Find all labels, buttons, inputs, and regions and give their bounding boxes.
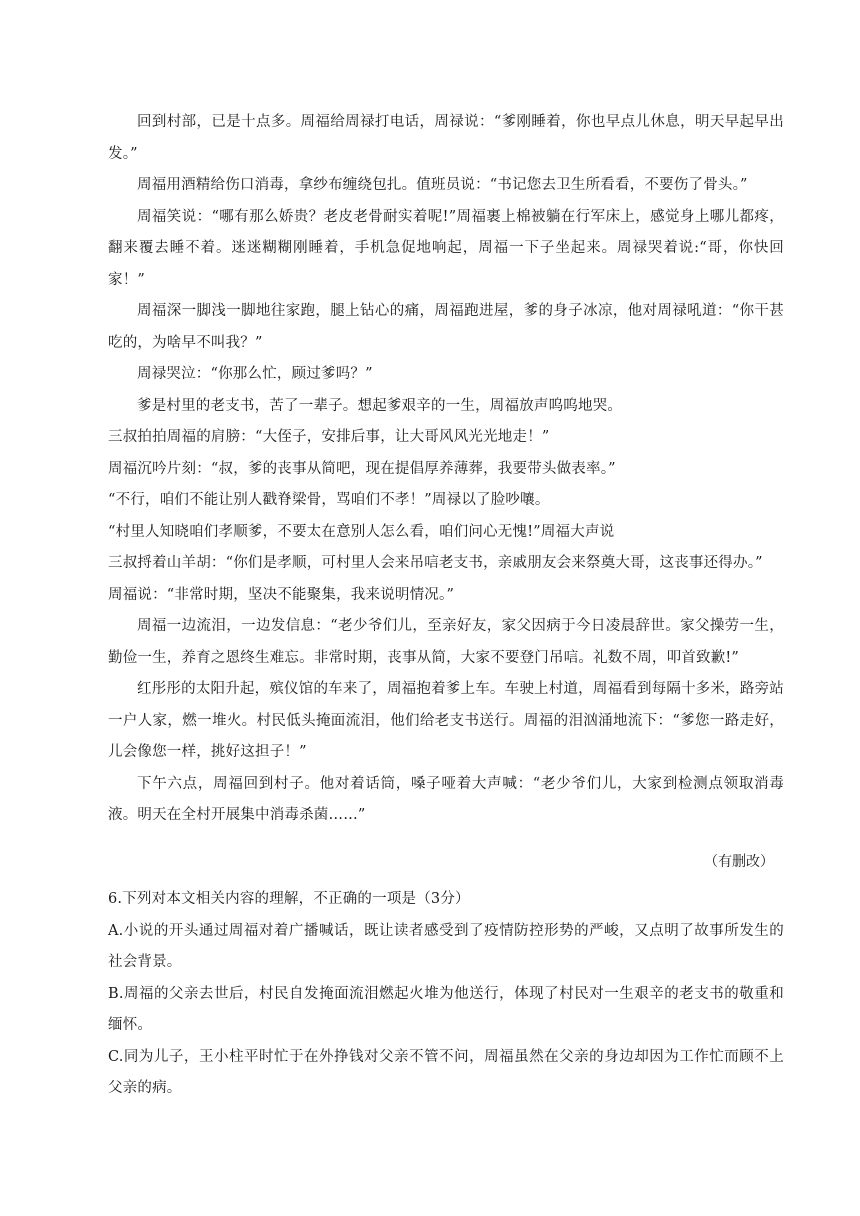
story-paragraph: 周禄哭泣：“你那么忙，顾过爹吗？” — [137, 366, 373, 382]
story-paragraph: 回到村部，已是十点多。周福给周禄打电话，周禄说：“爹刚睡着，你也早点儿休息，明天早起早出发。” — [108, 114, 784, 162]
story-paragraph: “不行，咱们不能让别人戳脊梁骨，骂咱们不孝！”周禄以了脸吵嚷。 — [108, 492, 550, 508]
source-note: （有删改） — [704, 854, 774, 870]
story-paragraph: 周福说：“非常时期，坚决不能聚集，我来说明情况。” — [108, 586, 455, 603]
story-text — [108, 107, 784, 832]
story-paragraph: 周福深一脚浅一脚地往家跑，腿上钻心的痛，周福跑进屋，爹的身子冰凉，他对周禄吼道：“你干甚吃的，为啥早不叫我？” — [108, 303, 784, 351]
story-paragraph: 爹是村里的老支书，苦了一辈子。想起爹艰辛的一生，周福放声呜呜地哭。 — [137, 397, 623, 414]
question-block — [108, 884, 784, 1105]
story-paragraph: 红彤彤的太阳升起，殡仪馆的车来了，周福抱着爹上车。车驶上村道，周福看到每隔十多米，路旁站一户人家，燃一堆火。村民低头掩面流泪，他们给老支书送行。周福的泪汹涌地流下：“爹您一路走好，儿会像您一样，挑好这担子！” — [108, 681, 784, 760]
answer-option-a: A.小说的开头通过周福对着广播喊话，既让读者感受到了疫情防控形势的严峻，又点明了故事所发生的社会背景。 — [108, 922, 784, 970]
story-paragraph: 三叔捋着山羊胡：“你们是孝顺，可村里人会来吊唁老支书，亲戚朋友会来祭奠大哥，这丧事还得办。” — [108, 555, 763, 571]
story-paragraph: 周福用酒精给伤口消毒，拿纱布缠绕包扎。值班员说：“书记您去卫生所看看，不要伤了骨头。” — [137, 177, 748, 193]
story-paragraph: 周福一边流泪，一边发信息：“老少爷们儿，至亲好友，家父因病于今日凌晨辞世。家父操劳一生，勤俭一生，养育之恩终生难忘。非常时期，丧事从简，大家不要登门吊唁。礼数不周，叩首致歉!” — [108, 618, 784, 666]
answer-option-b: B.周福的父亲去世后，村民自发掩面流泪燃起火堆为他送行，体现了村民对一生艰辛的老支书的敬重和缅怀。 — [108, 985, 784, 1033]
story-paragraph: 下午六点，周福回到村子。他对着话筒，嗓子哑着大声喊：“老少爷们儿，大家到检测点领取消毒液。明天在全村开展集中消毒杀菌……” — [108, 775, 784, 823]
question-stem: 6.下列对本文相关内容的理解，不正确的一项是（3分） — [108, 891, 470, 907]
answer-option-c: C.同为儿子，王小柱平时忙于在外挣钱对父亲不管不问，周福虽然在父亲的身边却因为工作忙而顾不上父亲的病。 — [108, 1048, 784, 1096]
story-paragraph: 三叔拍拍周福的肩膀：“大侄子，安排后事，让大哥风风光光地走！” — [108, 429, 550, 445]
story-paragraph: 周福笑说：“哪有那么娇贵？老皮老骨耐实着呢!”周福裹上棉被躺在行军床上，感觉身上哪儿都疼，翻来覆去睡不着。迷迷糊糊刚睡着，手机急促地响起，周福一下子坐起来。周禄哭着说:“哥，你快回家！” — [108, 208, 784, 288]
story-paragraph: “村里人知晓咱们孝顺爹，不要太在意别人怎么看，咱们问心无愧!”周福大声说 — [108, 523, 615, 540]
story-paragraph: 周福沉吟片刻：“叔，爹的丧事从简吧，现在提倡厚养薄葬，我要带头做表率。” — [108, 460, 616, 477]
